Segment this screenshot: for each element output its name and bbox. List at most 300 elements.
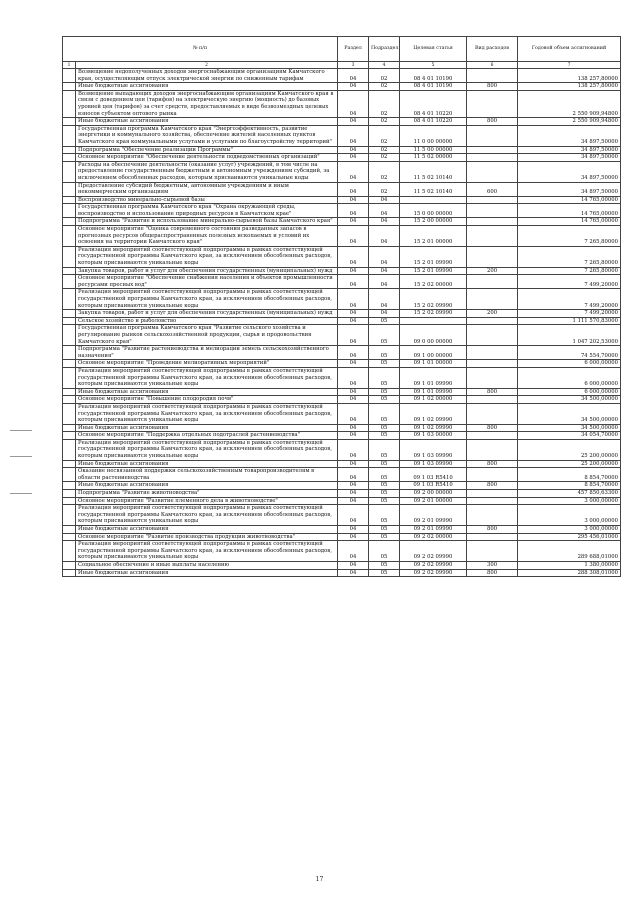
row-target-article-cell: 09 2 00 00000 (400, 490, 467, 498)
row-amount-cell: 3 000,00000 (518, 505, 621, 526)
row-amount-cell: 14 765,00000 (518, 204, 621, 218)
row-number-cell (63, 317, 76, 325)
row-expense-type-cell (467, 403, 518, 424)
table-row (63, 161, 621, 182)
row-target-article-cell: 15 0 00 00000 (400, 204, 467, 218)
row-number-cell (63, 204, 76, 218)
row-podrazdel-cell: 04 (369, 196, 400, 204)
row-number-cell (63, 226, 76, 247)
row-razdel-cell: 04 (338, 90, 369, 117)
row-amount-cell: 2 550 909,94800 (518, 90, 621, 117)
row-name-cell: Государственная программа Камчатского края "Развитие сельского хозяйства и регулирование рынков сельскохозяйственной продукции, сырья и продовольствия Камчатского края" (76, 325, 338, 346)
row-amount-cell: 8 854,70000 (518, 482, 621, 490)
row-podrazdel-cell: 05 (369, 346, 400, 360)
row-target-article-cell: 15 2 02 09990 (400, 310, 467, 318)
table-row (63, 439, 621, 460)
row-name-cell: Закупка товаров, работ и услуг для обеспечения государственных (муниципальных) нужд (76, 267, 338, 275)
row-podrazdel-cell: 04 (369, 218, 400, 226)
table-row (63, 90, 621, 117)
row-expense-type-cell (467, 125, 518, 146)
row-podrazdel-cell: 05 (369, 505, 400, 526)
row-number-cell (63, 460, 76, 468)
row-target-article-cell: 11 5 02 10140 (400, 182, 467, 196)
row-razdel-cell: 04 (338, 432, 369, 440)
row-target-article-cell: 15 2 01 00000 (400, 226, 467, 247)
row-podrazdel-cell: 05 (369, 460, 400, 468)
header-podrazdel: Подраздел (369, 37, 400, 62)
row-amount-cell: 1 047 202,53000 (518, 325, 621, 346)
table-row (63, 424, 621, 432)
row-target-article-cell: 08 4 01 10190 (400, 69, 467, 83)
row-number-cell (63, 182, 76, 196)
row-expense-type-cell (467, 317, 518, 325)
row-amount-cell: 7 265,80000 (518, 226, 621, 247)
row-amount-cell: 34 897,50000 (518, 146, 621, 154)
row-name-cell: Социальное обеспечение и иные выплаты населению (76, 561, 338, 569)
table-row (63, 182, 621, 196)
row-amount-cell: 6 000,00000 (518, 388, 621, 396)
row-name-cell: Реализация мероприятий соответствующей подпрограммы в рамках соответствующей государственной программы Камчатского края, за исключением обособленных расходов, которым присваиваются уникальные коды (76, 439, 338, 460)
column-number: 7 (518, 62, 621, 69)
row-podrazdel-cell: 02 (369, 90, 400, 117)
row-name-cell: Реализация мероприятий соответствующей подпрограммы в рамках соответствующей государственной программы Камчатского края, за исключением обособленных расходов, которым присваиваются уникальные коды (76, 505, 338, 526)
row-number-cell (63, 561, 76, 569)
row-target-article-cell: 09 2 02 00000 (400, 533, 467, 541)
row-podrazdel-cell: 04 (369, 289, 400, 310)
row-razdel-cell: 04 (338, 468, 369, 482)
row-expense-type-cell (467, 505, 518, 526)
row-target-article-cell: 08 4 01 10190 (400, 83, 467, 91)
row-target-article-cell: 09 2 02 09990 (400, 541, 467, 562)
row-target-article-cell: 15 2 02 09990 (400, 289, 467, 310)
row-target-article-cell: 11 5 00 00000 (400, 146, 467, 154)
row-amount-cell: 14 765,00000 (518, 196, 621, 204)
row-podrazdel-cell: 05 (369, 569, 400, 577)
row-amount-cell: 138 257,80000 (518, 69, 621, 83)
row-amount-cell: 34 054,70000 (518, 432, 621, 440)
header-annual-amount: Годовой объем ассигнований (518, 37, 621, 62)
row-name-cell: Иные бюджетные ассигнования (76, 569, 338, 577)
table-row (63, 403, 621, 424)
table-row (63, 267, 621, 275)
row-podrazdel-cell: 04 (369, 204, 400, 218)
row-podrazdel-cell: 04 (369, 246, 400, 267)
row-target-article-cell: 11 5 02 10140 (400, 161, 467, 182)
row-amount-cell: 289 688,01000 (518, 541, 621, 562)
row-expense-type-cell (467, 90, 518, 117)
row-podrazdel-cell: 05 (369, 482, 400, 490)
row-podrazdel-cell: 02 (369, 69, 400, 83)
row-razdel-cell: 04 (338, 439, 369, 460)
row-name-cell: Воспроизводство минерально-сырьевой базы (76, 196, 338, 204)
row-podrazdel-cell: 02 (369, 154, 400, 162)
row-amount-cell: 34 500,00000 (518, 424, 621, 432)
row-podrazdel-cell: 05 (369, 367, 400, 388)
row-expense-type-cell (467, 69, 518, 83)
row-number-cell (63, 367, 76, 388)
row-expense-type-cell: 800 (467, 424, 518, 432)
column-number: 5 (400, 62, 467, 69)
row-amount-cell: 7 499,20000 (518, 310, 621, 318)
row-razdel-cell: 04 (338, 526, 369, 534)
row-expense-type-cell (467, 432, 518, 440)
row-amount-cell: 7 499,20000 (518, 289, 621, 310)
row-name-cell: Реализация мероприятий соответствующей подпрограммы в рамках соответствующей государственной программы Камчатского края, за исключением обособленных расходов, которым присваиваются уникальные коды (76, 403, 338, 424)
row-expense-type-cell (467, 541, 518, 562)
row-podrazdel-cell: 05 (369, 432, 400, 440)
row-target-article-cell: 08 4 01 10220 (400, 118, 467, 126)
column-number: 6 (467, 62, 518, 69)
row-name-cell: Предоставление субсидий бюджетным, автономным учреждениям и иным некоммерческим организациям (76, 182, 338, 196)
row-name-cell: Подпрограмма "Развитие и использование минерально-сырьевой базы Камчатского края" (76, 218, 338, 226)
row-target-article-cell (400, 317, 467, 325)
row-number-cell (63, 196, 76, 204)
row-name-cell: Возмещение выпадающих доходов энергоснабжающим организациям Камчатского края в связи с доведением цен (тарифов) на электрическую энергию (мощность) до базовых уровней цен (тарифов) за счет средств, предоставляемых в виде безвозмездных целевых взносов субъектом оптового рынка (76, 90, 338, 117)
row-number-cell (63, 246, 76, 267)
row-amount-cell: 14 765,00000 (518, 218, 621, 226)
row-name-cell: Основное мероприятие "Обеспечение деятельности подведомственных организаций" (76, 154, 338, 162)
row-number-cell (63, 432, 76, 440)
row-razdel-cell: 04 (338, 541, 369, 562)
row-name-cell: Подпрограмма "Обеспечение реализации Программы" (76, 146, 338, 154)
row-podrazdel-cell: 05 (369, 396, 400, 404)
row-podrazdel-cell: 04 (369, 275, 400, 289)
row-target-article-cell: 15 2 01 09990 (400, 267, 467, 275)
row-name-cell: Иные бюджетные ассигнования (76, 83, 338, 91)
row-target-article-cell: 09 1 03 09990 (400, 439, 467, 460)
table-row (63, 505, 621, 526)
row-name-cell: Иные бюджетные ассигнования (76, 460, 338, 468)
budget-table (62, 36, 621, 577)
table-row (63, 346, 621, 360)
row-name-cell: Реализация мероприятий соответствующей подпрограммы в рамках соответствующей государственной программы Камчатского края, за исключением обособленных расходов, которым присваиваются уникальные коды (76, 541, 338, 562)
row-number-cell (63, 526, 76, 534)
row-number-cell (63, 468, 76, 482)
row-target-article-cell: 09 1 03 00000 (400, 432, 467, 440)
row-number-cell (63, 310, 76, 318)
row-target-article-cell: 09 1 03 R5410 (400, 468, 467, 482)
row-number-cell (63, 218, 76, 226)
row-number-cell (63, 490, 76, 498)
row-amount-cell: 457 850,63300 (518, 490, 621, 498)
table-row (63, 146, 621, 154)
row-amount-cell: 138 257,80000 (518, 83, 621, 91)
row-target-article-cell: 09 1 03 09990 (400, 460, 467, 468)
column-number: 2 (76, 62, 338, 69)
row-target-article-cell: 09 1 02 09990 (400, 403, 467, 424)
row-target-article-cell: 09 2 01 09990 (400, 505, 467, 526)
row-target-article-cell: 09 1 01 00000 (400, 360, 467, 368)
row-amount-cell: 34 897,50000 (518, 182, 621, 196)
row-podrazdel-cell: 05 (369, 497, 400, 505)
row-expense-type-cell: 600 (467, 182, 518, 196)
row-name-cell: Иные бюджетные ассигнования (76, 118, 338, 126)
row-number-cell (63, 541, 76, 562)
table-row (63, 125, 621, 146)
row-razdel-cell: 04 (338, 310, 369, 318)
row-amount-cell: 34 897,50000 (518, 125, 621, 146)
row-amount-cell: 34 897,50000 (518, 161, 621, 182)
row-amount-cell: 3 000,00000 (518, 526, 621, 534)
row-number-cell (63, 161, 76, 182)
row-podrazdel-cell: 05 (369, 317, 400, 325)
row-amount-cell: 295 456,01000 (518, 533, 621, 541)
row-amount-cell: 8 854,70000 (518, 468, 621, 482)
row-podrazdel-cell: 02 (369, 83, 400, 91)
row-name-cell: Подпрограмма "Развитие растениеводства и мелиорации земель сельскохозяйственного назначения" (76, 346, 338, 360)
row-expense-type-cell (467, 204, 518, 218)
row-razdel-cell: 04 (338, 424, 369, 432)
row-amount-cell: 25 200,00000 (518, 460, 621, 468)
row-number-cell (63, 118, 76, 126)
row-expense-type-cell (467, 218, 518, 226)
row-amount-cell: 34 500,00000 (518, 396, 621, 404)
row-name-cell: Реализация мероприятий соответствующей подпрограммы в рамках соответствующей государственной программы Камчатского края, за исключением обособленных расходов, которым присваиваются уникальные коды (76, 246, 338, 267)
row-name-cell: Иные бюджетные ассигнования (76, 424, 338, 432)
row-amount-cell: 288 308,01000 (518, 569, 621, 577)
table-row (63, 246, 621, 267)
row-podrazdel-cell: 05 (369, 388, 400, 396)
row-expense-type-cell (467, 325, 518, 346)
row-amount-cell: 3 000,00000 (518, 497, 621, 505)
row-target-article-cell: 09 1 02 00000 (400, 396, 467, 404)
row-podrazdel-cell: 02 (369, 118, 400, 126)
row-expense-type-cell (467, 196, 518, 204)
table-row (63, 289, 621, 310)
row-name-cell: Оказание несвязанной поддержки сельскохозяйственным товаропроизводителям в области растениеводства (76, 468, 338, 482)
row-razdel-cell: 04 (338, 403, 369, 424)
row-podrazdel-cell: 02 (369, 161, 400, 182)
table-row (63, 325, 621, 346)
row-target-article-cell: 15 2 02 00000 (400, 275, 467, 289)
row-name-cell: Закупка товаров, работ и услуг для обеспечения государственных (муниципальных) нужд (76, 310, 338, 318)
row-amount-cell: 2 550 909,94800 (518, 118, 621, 126)
row-razdel-cell: 04 (338, 204, 369, 218)
row-razdel-cell: 04 (338, 490, 369, 498)
row-expense-type-cell (467, 367, 518, 388)
header-number: № п/п (63, 37, 338, 62)
row-expense-type-cell (467, 346, 518, 360)
table-header-row (63, 37, 621, 62)
row-amount-cell: 7 499,20000 (518, 275, 621, 289)
table-row (63, 561, 621, 569)
row-expense-type-cell: 800 (467, 388, 518, 396)
row-expense-type-cell (467, 289, 518, 310)
row-name-cell: Расходы на обеспечение деятельности (оказание услуг) учреждений, в том числе на предоставление государственным бюджетным и автономным учреждениям субсидий, за исключением обособленных расходов, которым присваиваются уникальные коды (76, 161, 338, 182)
row-number-cell (63, 154, 76, 162)
row-amount-cell: 7 265,80000 (518, 267, 621, 275)
row-razdel-cell: 04 (338, 346, 369, 360)
row-podrazdel-cell: 05 (369, 541, 400, 562)
row-razdel-cell: 04 (338, 289, 369, 310)
row-amount-cell: 1 380,00000 (518, 561, 621, 569)
row-podrazdel-cell: 05 (369, 325, 400, 346)
column-number: 3 (338, 62, 369, 69)
row-amount-cell: 7 265,80000 (518, 246, 621, 267)
table-row (63, 569, 621, 577)
row-razdel-cell: 04 (338, 533, 369, 541)
row-number-cell (63, 83, 76, 91)
row-podrazdel-cell: 05 (369, 533, 400, 541)
row-expense-type-cell (467, 226, 518, 247)
table-row (63, 196, 621, 204)
row-amount-cell: 6 000,00000 (518, 360, 621, 368)
row-expense-type-cell: 300 (467, 561, 518, 569)
row-target-article-cell: 15 2 01 09990 (400, 246, 467, 267)
table-row (63, 218, 621, 226)
row-razdel-cell: 04 (338, 146, 369, 154)
row-razdel-cell: 04 (338, 482, 369, 490)
row-razdel-cell: 04 (338, 505, 369, 526)
row-expense-type-cell (467, 154, 518, 162)
row-name-cell: Основное мероприятие "Обеспечение снабжения населения и объектов промышленности ресурсами пресных вод" (76, 275, 338, 289)
row-razdel-cell: 04 (338, 196, 369, 204)
budget-table-container (62, 36, 620, 577)
row-number-cell (63, 267, 76, 275)
table-row (63, 388, 621, 396)
row-name-cell: Реализация мероприятий соответствующей подпрограммы в рамках соответствующей государственной программы Камчатского края, за исключением обособленных расходов, которым присваиваются уникальные коды (76, 367, 338, 388)
row-expense-type-cell (467, 490, 518, 498)
row-razdel-cell: 04 (338, 267, 369, 275)
row-target-article-cell: 08 4 01 10220 (400, 90, 467, 117)
row-name-cell: Государственная программа Камчатского края "Охрана окружающей среды, воспроизводство и использование природных ресурсов в Камчатском крае" (76, 204, 338, 218)
row-name-cell: Основное мероприятие "Развитие производства продукции животноводства" (76, 533, 338, 541)
row-razdel-cell: 04 (338, 83, 369, 91)
row-razdel-cell: 04 (338, 388, 369, 396)
table-row (63, 226, 621, 247)
table-row (63, 432, 621, 440)
row-expense-type-cell (467, 396, 518, 404)
row-expense-type-cell: 800 (467, 482, 518, 490)
row-razdel-cell: 04 (338, 118, 369, 126)
row-number-cell (63, 497, 76, 505)
row-expense-type-cell: 800 (467, 526, 518, 534)
table-row (63, 69, 621, 83)
row-expense-type-cell: 800 (467, 118, 518, 126)
row-target-article-cell: 09 2 02 09990 (400, 569, 467, 577)
table-body (63, 69, 621, 577)
row-number-cell (63, 125, 76, 146)
row-target-article-cell (400, 196, 467, 204)
row-expense-type-cell: 800 (467, 83, 518, 91)
row-target-article-cell: 09 1 01 09990 (400, 388, 467, 396)
row-target-article-cell: 09 0 00 00000 (400, 325, 467, 346)
row-razdel-cell: 04 (338, 569, 369, 577)
row-number-cell (63, 90, 76, 117)
row-expense-type-cell (467, 246, 518, 267)
row-podrazdel-cell: 05 (369, 424, 400, 432)
page-number: 17 (315, 876, 324, 883)
row-target-article-cell: 09 1 02 09990 (400, 424, 467, 432)
row-name-cell: Подпрограмма "Развитие животноводства" (76, 490, 338, 498)
row-podrazdel-cell: 05 (369, 439, 400, 460)
row-razdel-cell: 04 (338, 125, 369, 146)
row-expense-type-cell: 800 (467, 569, 518, 577)
table-row (63, 468, 621, 482)
row-number-cell (63, 146, 76, 154)
row-expense-type-cell (467, 275, 518, 289)
row-number-cell (63, 396, 76, 404)
row-podrazdel-cell: 05 (369, 490, 400, 498)
row-name-cell: Реализация мероприятий соответствующей подпрограммы в рамках соответствующей государственной программы Камчатского края, за исключением обособленных расходов, которым присваиваются уникальные коды (76, 289, 338, 310)
row-podrazdel-cell: 02 (369, 125, 400, 146)
row-number-cell (63, 275, 76, 289)
row-target-article-cell: 15 2 00 00000 (400, 218, 467, 226)
row-amount-cell: 1 111 570,83000 (518, 317, 621, 325)
row-number-cell (63, 325, 76, 346)
row-razdel-cell: 04 (338, 497, 369, 505)
row-expense-type-cell: 800 (467, 460, 518, 468)
row-name-cell: Сельское хозяйство и рыболовство (76, 317, 338, 325)
row-number-cell (63, 569, 76, 577)
row-number-cell (63, 403, 76, 424)
table-row (63, 396, 621, 404)
row-target-article-cell: 11 5 02 00000 (400, 154, 467, 162)
row-number-cell (63, 69, 76, 83)
row-podrazdel-cell: 05 (369, 526, 400, 534)
row-expense-type-cell (467, 468, 518, 482)
table-row (63, 541, 621, 562)
row-podrazdel-cell: 04 (369, 226, 400, 247)
table-row (63, 482, 621, 490)
row-razdel-cell: 04 (338, 226, 369, 247)
row-number-cell (63, 346, 76, 360)
row-number-cell (63, 482, 76, 490)
row-expense-type-cell (467, 146, 518, 154)
row-razdel-cell: 04 (338, 275, 369, 289)
row-amount-cell: 25 200,00000 (518, 439, 621, 460)
row-expense-type-cell: 200 (467, 310, 518, 318)
row-target-article-cell: 09 2 01 09990 (400, 526, 467, 534)
row-razdel-cell: 04 (338, 460, 369, 468)
table-row (63, 533, 621, 541)
table-row (63, 204, 621, 218)
row-podrazdel-cell: 05 (369, 403, 400, 424)
row-number-cell (63, 439, 76, 460)
row-razdel-cell: 04 (338, 69, 369, 83)
row-amount-cell: 34 500,00000 (518, 403, 621, 424)
row-target-article-cell: 09 1 01 09990 (400, 367, 467, 388)
row-expense-type-cell (467, 439, 518, 460)
row-razdel-cell: 04 (338, 561, 369, 569)
row-amount-cell: 74 554,70000 (518, 346, 621, 360)
row-expense-type-cell (467, 360, 518, 368)
table-row (63, 360, 621, 368)
header-razdel: Раздел (338, 37, 369, 62)
table-row (63, 154, 621, 162)
row-target-article-cell: 09 2 02 09990 (400, 561, 467, 569)
row-podrazdel-cell: 02 (369, 182, 400, 196)
row-number-cell (63, 289, 76, 310)
column-number: 4 (369, 62, 400, 69)
row-target-article-cell: 09 1 00 00000 (400, 346, 467, 360)
column-number-row (63, 62, 621, 69)
row-podrazdel-cell: 04 (369, 310, 400, 318)
table-row (63, 526, 621, 534)
row-name-cell: Основное мероприятие "Повышение плодородия почв" (76, 396, 338, 404)
table-row (63, 317, 621, 325)
row-number-cell (63, 424, 76, 432)
table-row (63, 490, 621, 498)
row-podrazdel-cell: 04 (369, 267, 400, 275)
row-name-cell: Иные бюджетные ассигнования (76, 482, 338, 490)
row-expense-type-cell (467, 161, 518, 182)
table-row (63, 275, 621, 289)
table-row (63, 118, 621, 126)
row-name-cell: Иные бюджетные ассигнования (76, 526, 338, 534)
row-name-cell: Основное мероприятие "Развитие племенного дела в животноводстве" (76, 497, 338, 505)
row-name-cell: Государственная программа Камчатского края "Энергоэффективность, развитие энергетики и коммунального хозяйства, обеспечение жителей населенных пунктов Камчатского края коммунальными услугами и услугами по благоустройству территорий" (76, 125, 338, 146)
